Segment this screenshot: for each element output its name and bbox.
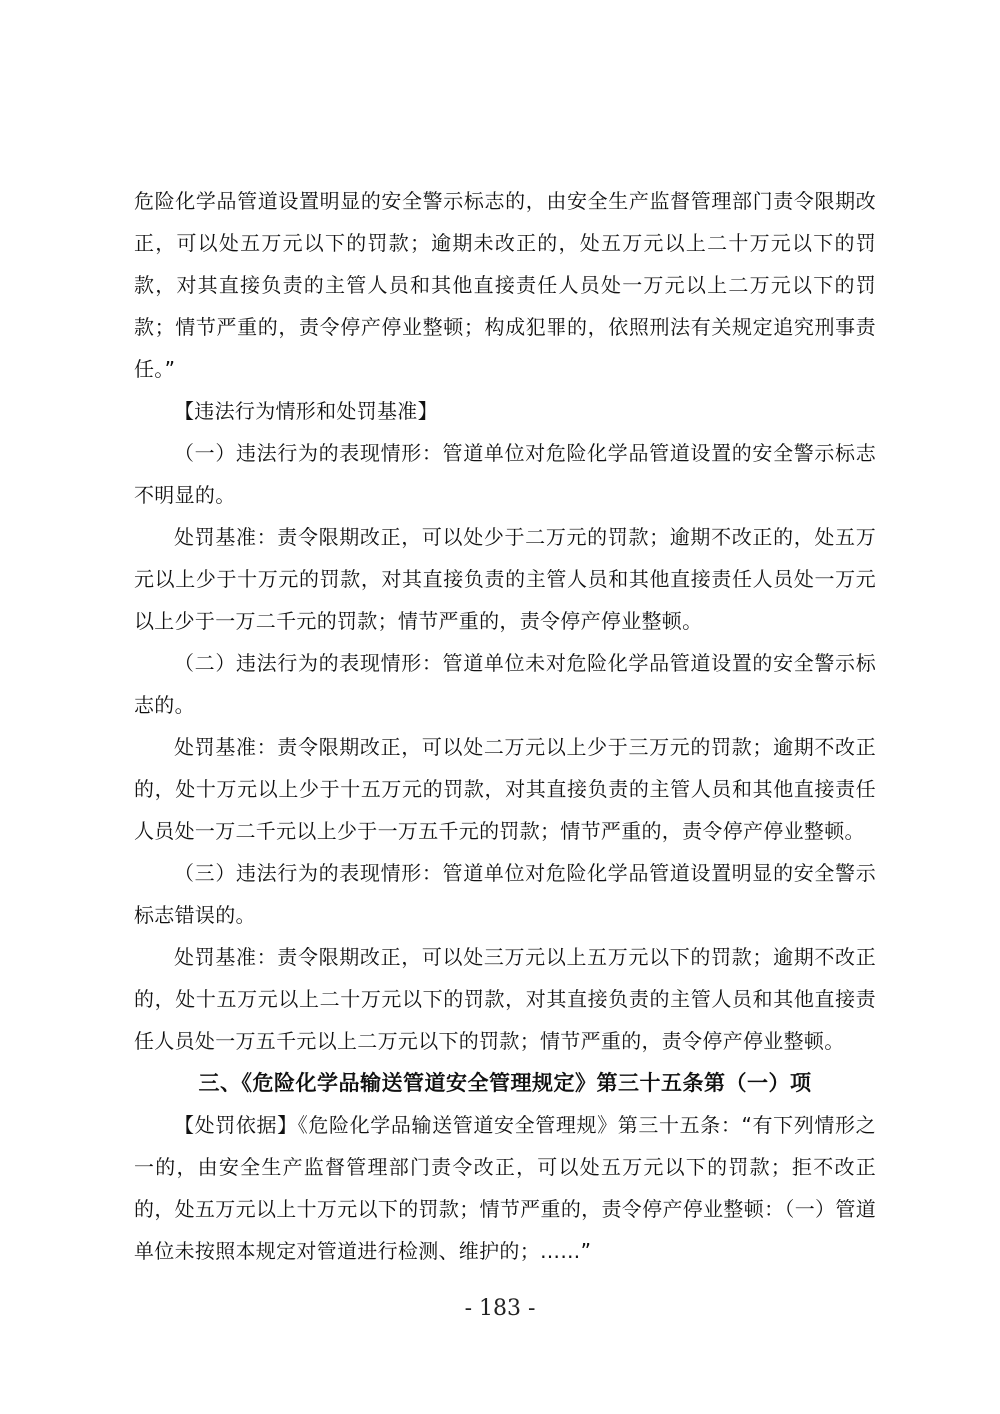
paragraph-case-three: （三）违法行为的表现情形：管道单位对危险化学品管道设置明显的安全警示标志错误的。 — [134, 861, 876, 927]
page-number: - 183 - — [464, 1296, 536, 1321]
paragraph-case-two: （二）违法行为的表现情形：管道单位未对危险化学品管道设置的安全警示标志的。 — [134, 651, 876, 717]
paragraph-legal-basis: 【处罚依据】《危险化学品输送管道安全管理规》第三十五条：“有下列情形之一的，由安全生产监督管理部门责令改正，可以处五万元以下的罚款；拒不改正的，处五万元以上十万元以下的罚款；情节严重的，责令停产停业整顿：（一）管道单位未按照本规定对管道进行检测、维护的；……” — [134, 1113, 876, 1263]
paragraph-continuation: 危险化学品管道设置明显的安全警示标志的，由安全生产监督管理部门责令限期改正，可以处五万元以下的罚款；逾期未改正的，处五万元以上二十万元以下的罚款，对其直接负责的主管人员和其他直接责任人员处一万元以上二万元以下的罚款；情节严重的，责令停产停业整顿；构成犯罪的，依照刑法有关规定追究刑事责任。” — [134, 189, 876, 381]
paragraph-penalty-one: 处罚基准：责令限期改正，可以处少于二万元的罚款；逾期不改正的，处五万元以上少于十万元的罚款，对其直接负责的主管人员和其他直接责任人员处一万元以上少于一万二千元的罚款；情节严重的，责令停产停业整顿。 — [134, 525, 876, 633]
paragraph-penalty-three: 处罚基准：责令限期改正，可以处三万元以上五万元以下的罚款；逾期不改正的，处十五万元以上二十万元以下的罚款，对其直接负责的主管人员和其他直接责任人员处一万五千元以上二万元以下的罚款；情节严重的，责令停产停业整顿。 — [134, 945, 876, 1053]
paragraph-penalty-two: 处罚基准：责令限期改正，可以处二万元以上少于三万元的罚款；逾期不改正的，处十万元以上少于十五万元的罚款，对其直接负责的主管人员和其他直接责任人员处一万二千元以上少于一万五千元的罚款；情节严重的，责令停产停业整顿。 — [134, 735, 876, 843]
paragraph-case-one: （一）违法行为的表现情形：管道单位对危险化学品管道设置的安全警示标志不明显的。 — [134, 441, 876, 507]
document-body — [134, 180, 876, 1272]
section-heading: 三、《危险化学品输送管道安全管理规定》第三十五条第（一）项 — [198, 1070, 812, 1095]
paragraph-section-label: 【违法行为情形和处罚基准】 — [174, 399, 438, 423]
